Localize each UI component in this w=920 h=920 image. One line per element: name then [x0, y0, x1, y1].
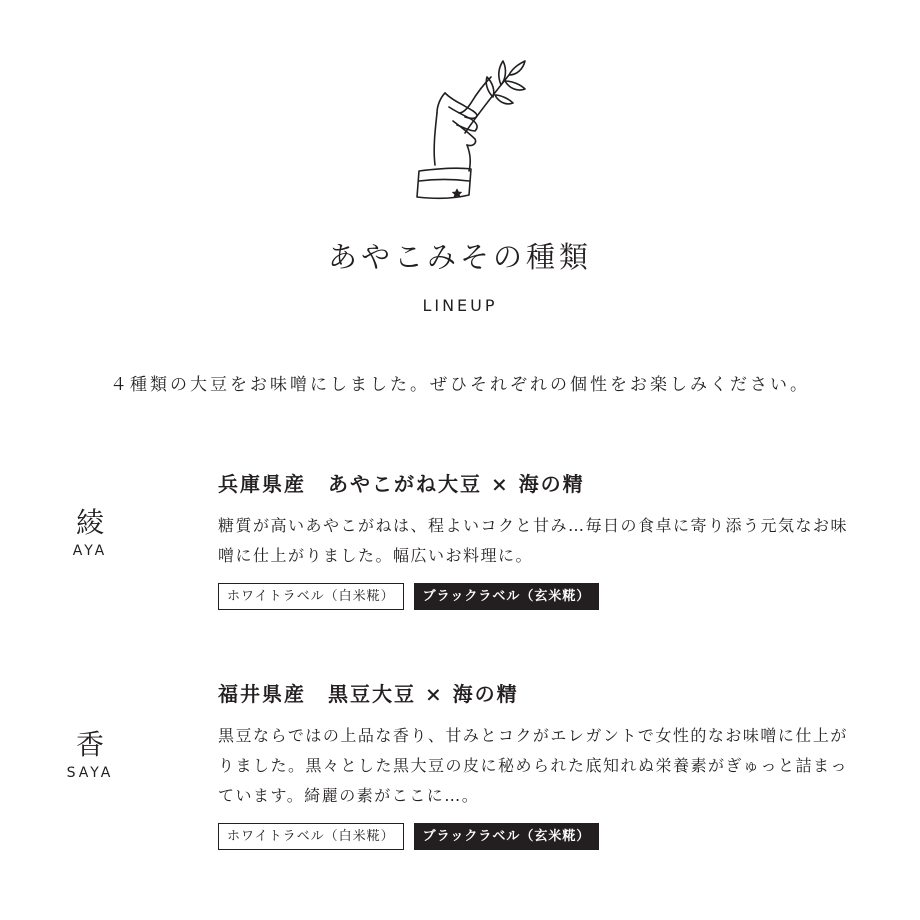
white-label-tag: ホワイトラベル（白米糀） — [218, 583, 404, 610]
product-body — [218, 678, 878, 850]
page-title: あやこみその種類 — [327, 240, 592, 274]
white-label-tag: ホワイトラベル（白米糀） — [218, 823, 404, 850]
intro-text: ４種類の大豆をお味噌にしました。ぜひそれぞれの個性をお楽しみください。 — [110, 375, 810, 395]
black-label-tag: ブラックラベル（玄米糀） — [414, 583, 600, 610]
product-name — [40, 730, 140, 781]
page-subtitle: LINEUP — [422, 296, 498, 315]
product-kanji: 綾 — [75, 506, 104, 539]
product-body — [218, 468, 878, 610]
product-romaji: SAYA — [66, 764, 114, 781]
black-label-tag: ブラックラベル（玄米糀） — [414, 823, 600, 850]
hand-holding-sprig-icon — [405, 55, 535, 215]
product-description: 糖質が高いあやこがねは、程よいコクと甘み…毎日の食卓に寄り添う元気なお味噌に仕上がりました。幅広いお料理に。 — [218, 516, 849, 565]
product-description: 黒豆ならではの上品な香り、甘みとコクがエレガントで女性的なお味噌に仕上がりました。黒々とした黒大豆の皮に秘められた底知れぬ栄養素がぎゅっと詰まっています。綺麗の素がここに…。 — [218, 726, 849, 805]
label-list — [218, 583, 878, 610]
product-romaji: AYA — [72, 542, 108, 559]
product-name — [40, 508, 140, 559]
product-heading: 兵庫県産 あやこがね大豆 × 海の精 — [218, 472, 585, 496]
label-list — [218, 823, 878, 850]
product-kanji: 香 — [75, 728, 104, 761]
product-heading: 福井県産 黒豆大豆 × 海の精 — [218, 682, 519, 706]
